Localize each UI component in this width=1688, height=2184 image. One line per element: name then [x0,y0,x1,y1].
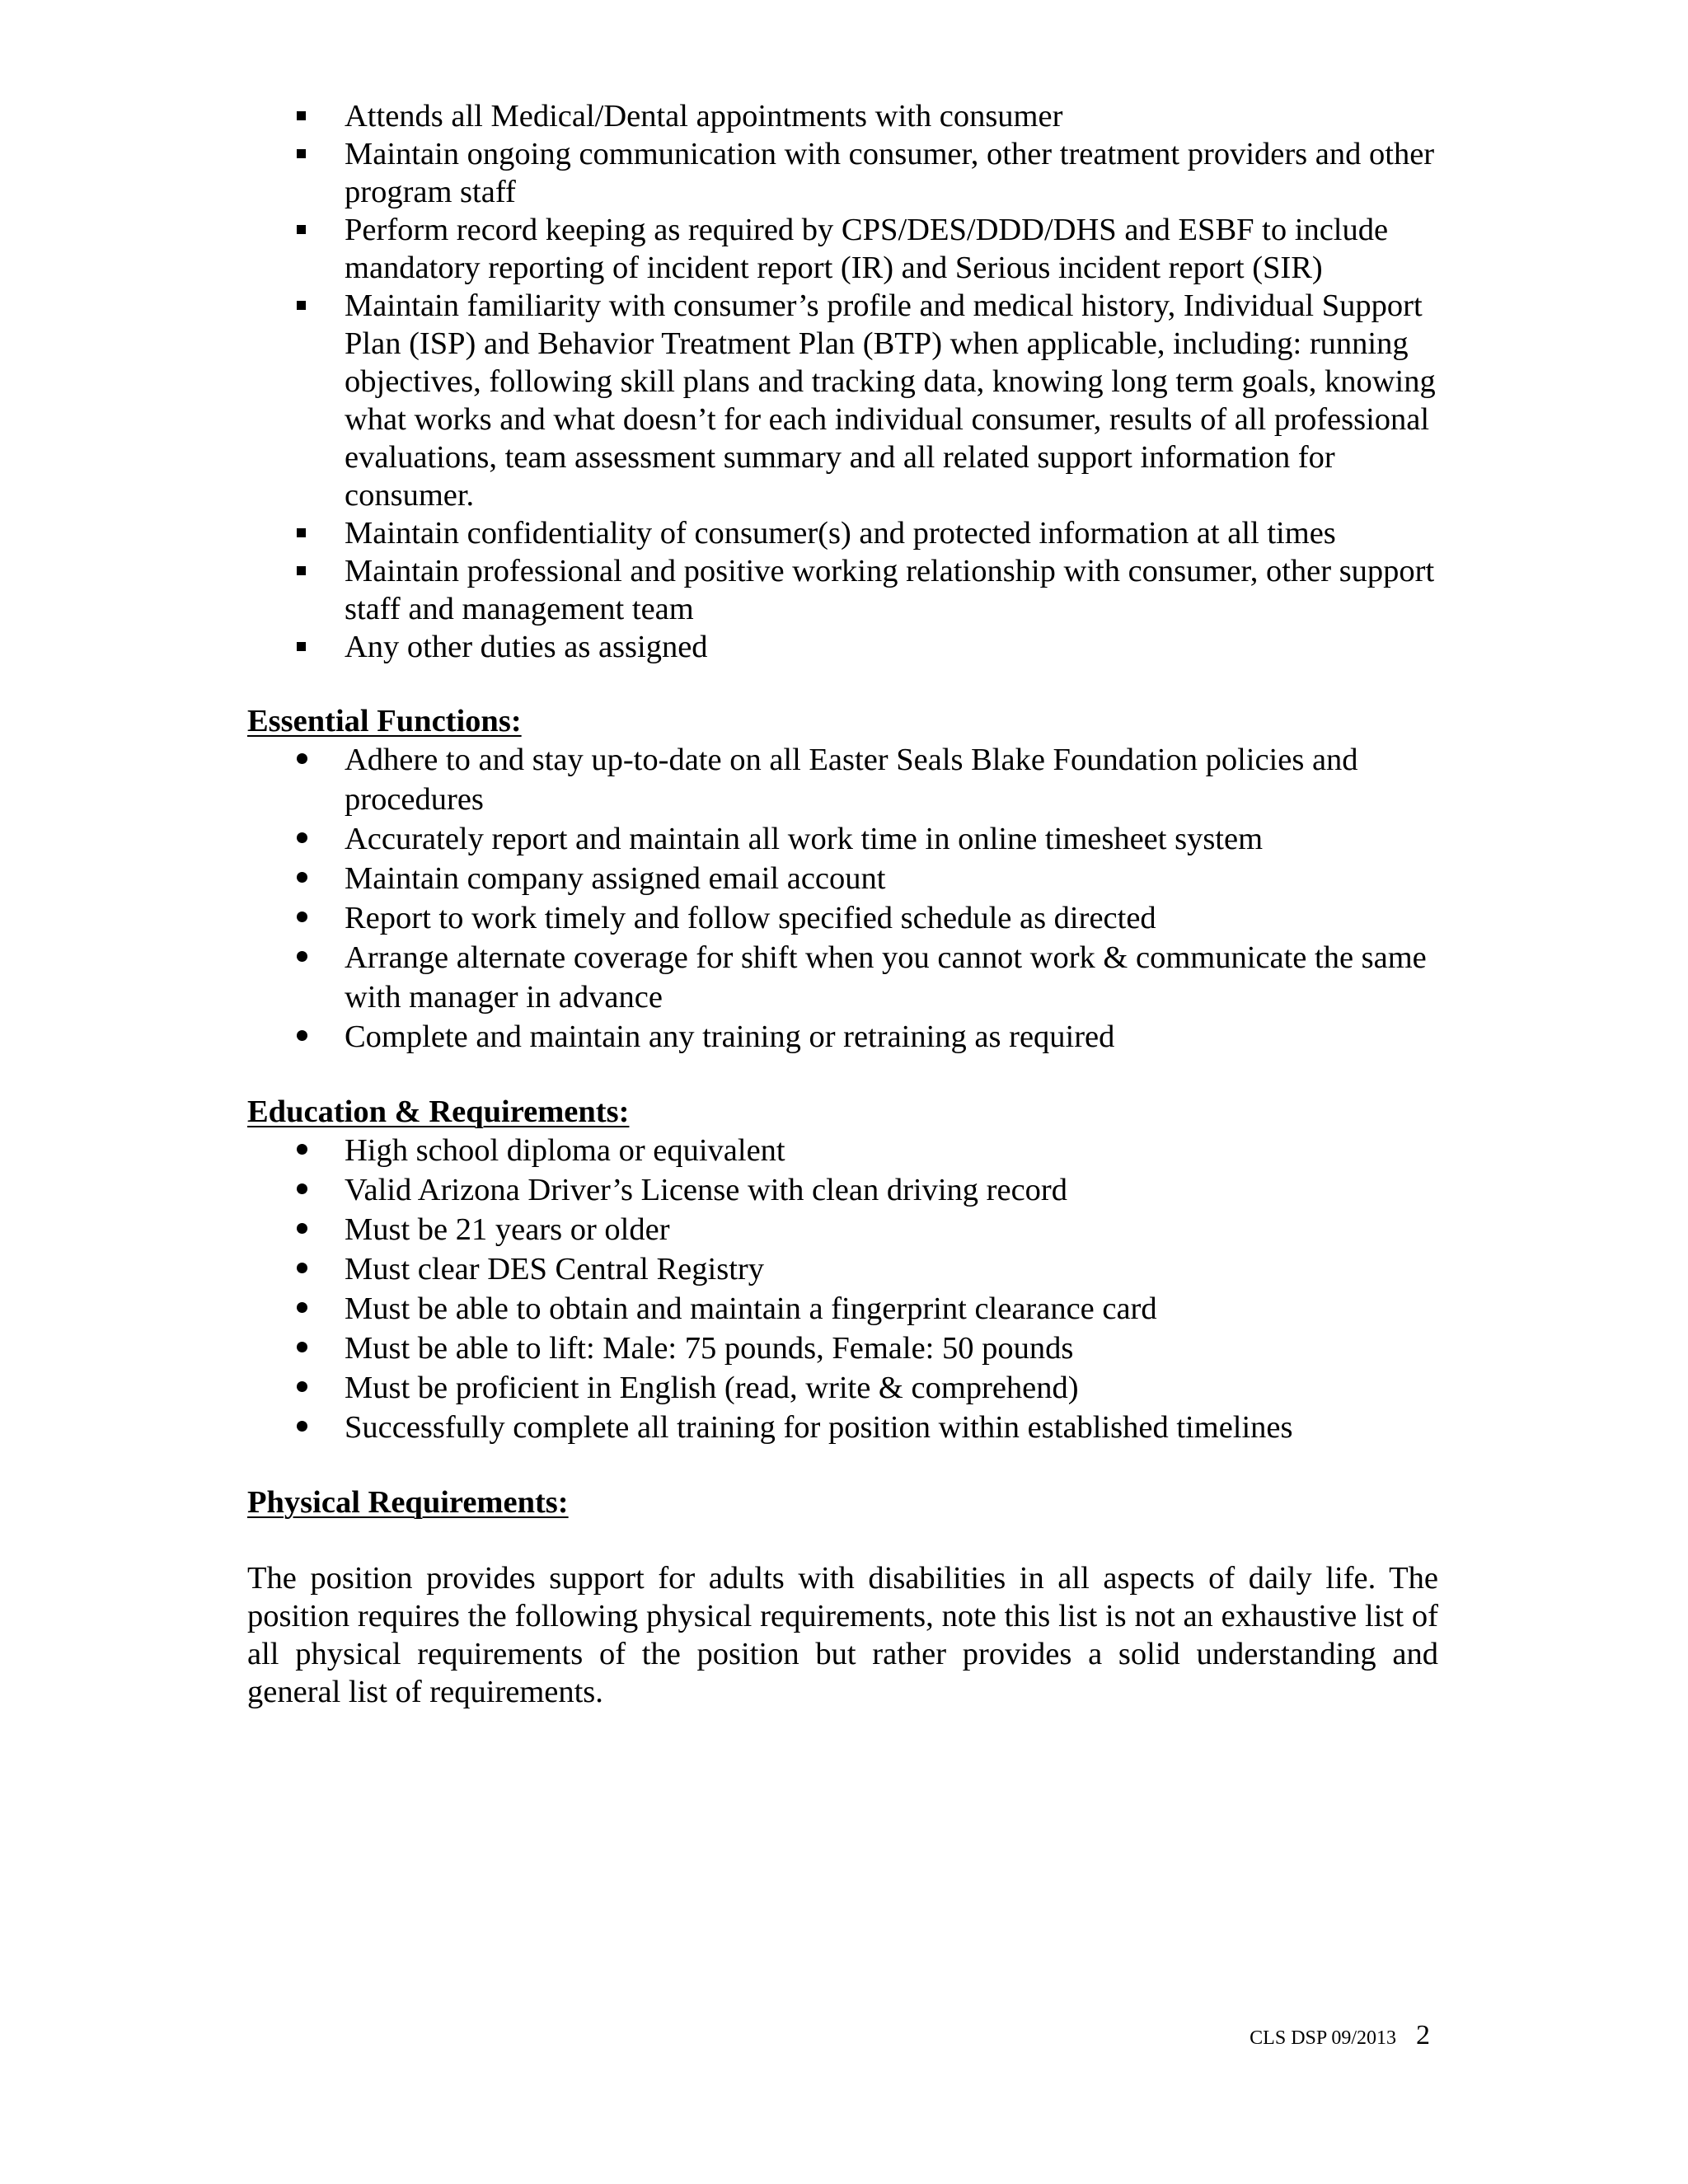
square-bullet-icon [297,528,306,537]
round-bullet-icon [297,1381,307,1392]
round-bullet-icon [297,1263,307,1273]
essential-functions-list [247,740,1438,1057]
physical-requirements-paragraph: The position provides support for adults with disabilities in all aspects of daily life. The position requires the following physical requirements, note this list is not an exhaustive list of all physical requirements of the position but rather provides a solid understanding and general list of requirements. [247,1561,1438,1709]
round-bullet-icon [297,1183,307,1194]
list-item: Attends all Medical/Dental appointments with consumer [247,97,1438,135]
page-content [247,97,1438,1711]
round-bullet-icon [297,1144,307,1155]
square-bullet-icon [297,301,306,310]
essential-functions-heading: Essential Functions: [247,704,522,738]
education-list [247,1131,1438,1447]
round-bullet-icon [297,753,307,764]
list-item: Accurately report and maintain all work time in online timesheet system [247,819,1438,859]
square-bullet-icon [297,566,306,575]
round-bullet-icon [297,951,307,962]
list-item: High school diploma or equivalent [247,1131,1438,1170]
list-item: Must be able to lift: Male: 75 pounds, Female: 50 pounds [247,1329,1438,1368]
list-item: Successfully complete all training for position within established timelines [247,1408,1438,1447]
round-bullet-icon [297,912,307,922]
list-item: Maintain professional and positive working relationship with consumer, other support staff and management team [247,552,1438,628]
page-footer [1212,2019,1430,2055]
list-item: Must be proficient in English (read, write & comprehend) [247,1368,1438,1408]
square-bullet-icon [297,111,306,120]
list-item: Must be able to obtain and maintain a fingerprint clearance card [247,1289,1438,1329]
round-bullet-icon [297,1223,307,1234]
round-bullet-icon [297,872,307,883]
document-code: CLS DSP 09/2013 [1250,2027,1396,2049]
round-bullet-icon [297,1302,307,1313]
round-bullet-icon [297,1421,307,1432]
list-item: Complete and maintain any training or retraining as required [247,1017,1438,1057]
page-number: 2 [1416,2020,1430,2050]
list-item: Report to work timely and follow specified schedule as directed [247,898,1438,938]
square-bullet-icon [297,149,306,158]
list-item: Maintain company assigned email account [247,859,1438,898]
education-heading: Education & Requirements: [247,1094,630,1129]
list-item: Must be 21 years or older [247,1210,1438,1249]
list-item: Maintain ongoing communication with consumer, other treatment providers and other program staff [247,135,1438,211]
round-bullet-icon [297,832,307,843]
duties-list [247,97,1438,666]
list-item: Perform record keeping as required by CPS/DES/DDD/DHS and ESBF to include mandatory reporting of incident report (IR) and Serious incident report (SIR) [247,211,1438,287]
list-item: Maintain confidentiality of consumer(s) and protected information at all times [247,514,1438,552]
round-bullet-icon [297,1030,307,1041]
square-bullet-icon [297,642,306,651]
list-item: Maintain familiarity with consumer’s profile and medical history, Individual Support Plan (ISP) and Behavior Treatment Plan (BTP) when applicable, including: running objectives, following skill plans and tracking data, knowing long term goals, knowing what works and what doesn’t for each individual consumer, results of all professional evaluations, team assessment summary and all related support information for consumer. [247,287,1438,514]
list-item: Valid Arizona Driver’s License with clean driving record [247,1170,1438,1210]
list-item: Must clear DES Central Registry [247,1249,1438,1289]
list-item: Adhere to and stay up-to-date on all Easter Seals Blake Foundation policies and procedures [247,740,1438,819]
round-bullet-icon [297,1342,307,1352]
list-item: Arrange alternate coverage for shift when you cannot work & communicate the same with manager in advance [247,938,1438,1017]
list-item: Any other duties as assigned [247,628,1438,666]
square-bullet-icon [297,225,306,234]
physical-requirements-heading: Physical Requirements: [247,1485,569,1520]
